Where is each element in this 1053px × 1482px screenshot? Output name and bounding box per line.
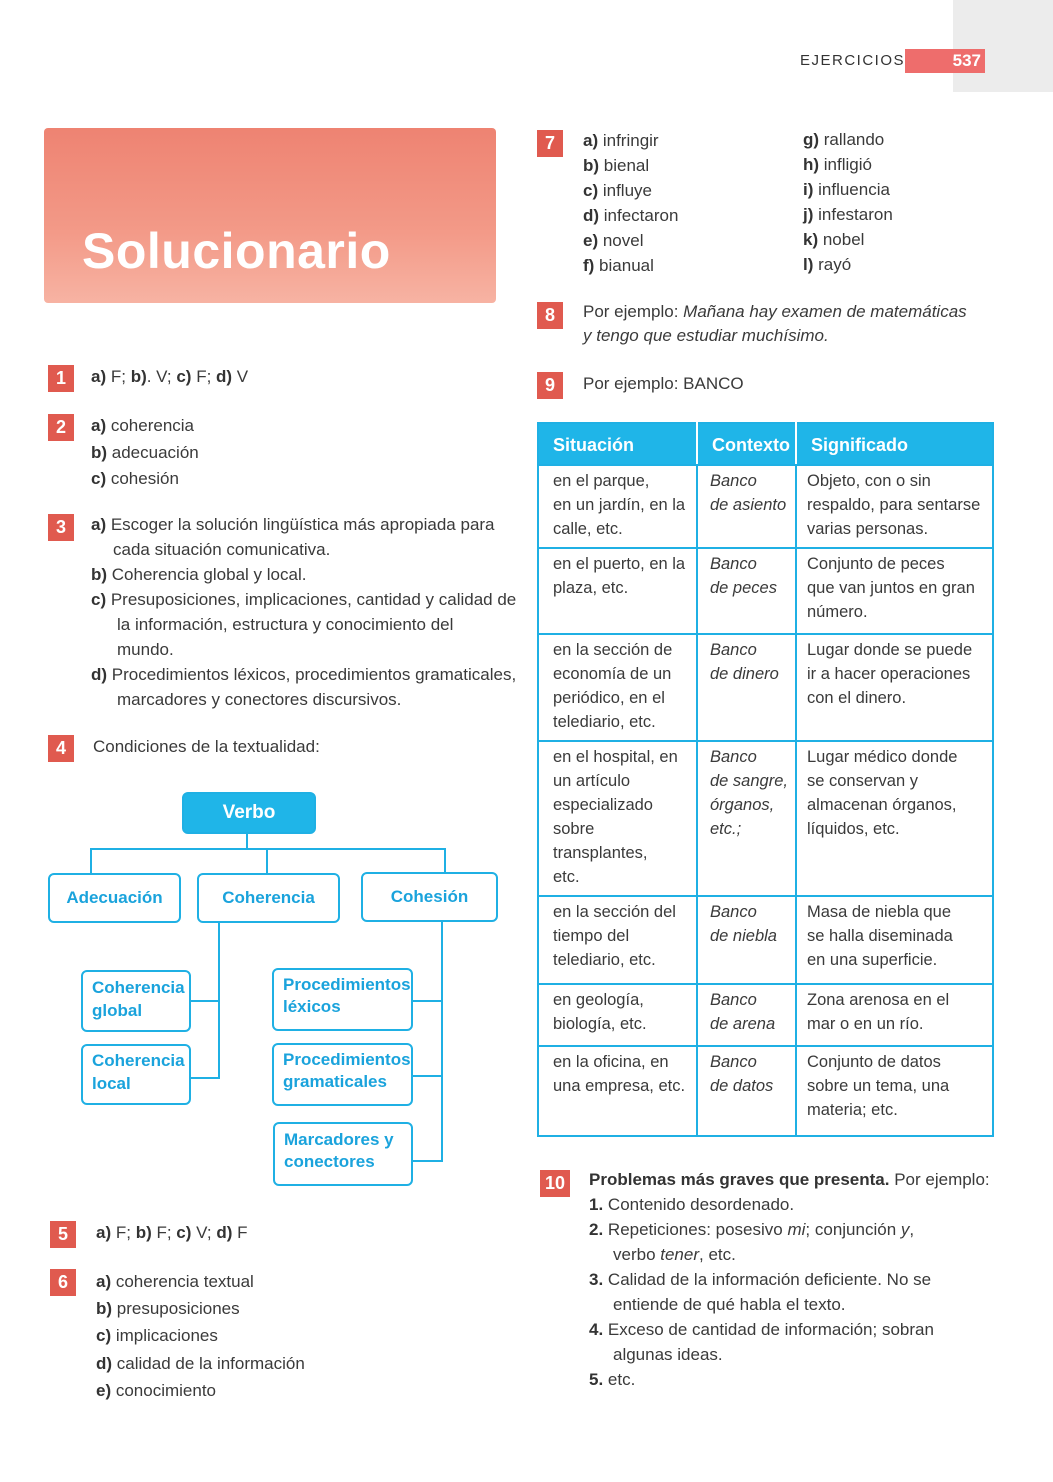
table-row <box>538 548 993 634</box>
exercise-number-7: 7 <box>537 130 563 157</box>
connector <box>412 1075 443 1077</box>
connector <box>190 1077 220 1079</box>
exercise-2-answers <box>91 413 199 493</box>
list-item: a) coherencia <box>91 416 195 435</box>
diagram-root-verbo: Verbo <box>182 792 316 834</box>
table-cell-sit: en el hospital, en un artículo especializado sobre transplantes, etc. <box>538 741 697 896</box>
diagram-node-adecuacion: Adecuación <box>48 873 181 923</box>
connector <box>190 1000 220 1002</box>
exercise-6-answers <box>96 1268 305 1404</box>
exercise-4-text: Condiciones de la textualidad: <box>93 737 320 756</box>
connector <box>90 848 92 874</box>
table-cell-ctx: Banco de sangre, órganos, etc.; <box>697 741 796 896</box>
table-cell-sig: Lugar médico donde se conservan y almacenan órganos, líquidos, etc. <box>796 741 993 896</box>
list-item: b) adecuación <box>91 442 199 462</box>
table-cell-sit: en la oficina, en una empresa, etc. <box>538 1046 697 1136</box>
table-header: Contexto <box>697 423 796 465</box>
exercise-9-text: Por ejemplo: BANCO <box>583 374 744 393</box>
list-item: c) implicaciones <box>96 1326 218 1346</box>
table-cell-ctx: Banco de niebla <box>697 896 796 984</box>
connector <box>444 848 446 874</box>
table-cell-sig: Zona arenosa en el mar o en un río. <box>796 984 993 1046</box>
table-cell-sig: Conjunto de datos sobre un tema, una materia; etc. <box>796 1046 993 1136</box>
exercise-number-8: 8 <box>537 302 563 329</box>
diagram-node-cohesion: Cohesión <box>361 872 498 922</box>
table-cell-sig: Objeto, con o sin respaldo, para sentarse varias personas. <box>796 465 993 548</box>
table-cell-sig: Lugar donde se puede ir a hacer operaciones con el dinero. <box>796 634 993 741</box>
exercise-number-4: 4 <box>48 735 74 762</box>
page-number: 537 <box>905 49 985 73</box>
table-header-row <box>538 423 993 465</box>
table-row <box>538 634 993 741</box>
table-cell-ctx: Banco de asiento <box>697 465 796 548</box>
table-row <box>538 465 993 548</box>
exercise-3-answers: a) Escoger la solución lingüística más apropiada para cada situación comunicativa. b) Coherencia global y local. c) Presuposiciones, implicaciones, cantidad y calidad de la información, estructura y conocimiento del mundo. d) Procedimientos léxicos, procedimientos gramaticales, marcadores y conectores discursivos. <box>91 515 517 709</box>
table-cell-ctx: Banco de dinero <box>697 634 796 741</box>
table-header: Significado <box>796 423 993 465</box>
exercise-number-6: 6 <box>50 1269 76 1296</box>
exercise-1-answers: a) F; b). V; c) F; d) V <box>91 367 249 386</box>
connector <box>412 1000 443 1002</box>
connector <box>266 848 268 874</box>
exercise-number-1: 1 <box>48 365 74 392</box>
table-cell-sit: en el puerto, en la plaza, etc. <box>538 548 697 634</box>
diagram-node-procedimientos-gramaticales: Procedimientos gramaticales <box>272 1043 413 1106</box>
table-row <box>538 1046 993 1136</box>
list-item: e) conocimiento <box>96 1380 217 1400</box>
connector <box>412 1160 443 1162</box>
exercise-number-9: 9 <box>537 372 563 399</box>
exercise-5-answers: a) F; b) F; c) V; d) F <box>96 1223 248 1242</box>
table-cell-sit: en el parque, en un jardín, en la calle, etc. <box>538 465 697 548</box>
exercise-10-text: Problemas más graves que presenta. Por ejemplo: 1. Contenido desordenado. 2. Repeticiones: posesivo mi; conjunción y, verbo tener, etc. 3. Calidad de la información deficiente. No se entiende de qué habla el texto. 4. Exceso de cantidad de información; sobran algunas ideas. 5. etc. <box>589 1170 990 1389</box>
table-cell-ctx: Banco de arena <box>697 984 796 1046</box>
list-item: a) coherencia textual <box>96 1272 254 1291</box>
table-cell-sig: Conjunto de peces que van juntos en gran número. <box>796 548 993 634</box>
table-row <box>538 741 993 896</box>
table-cell-sig: Masa de niebla que se halla diseminada en una superficie. <box>796 896 993 984</box>
exercise-number-2: 2 <box>48 414 74 441</box>
exercise-number-10: 10 <box>540 1170 570 1197</box>
exercise-8-text: Por ejemplo: Mañana hay examen de matemáticas y tengo que estudiar muchísimo. <box>583 302 967 345</box>
table-header: Situación <box>538 423 697 465</box>
list-item: b) presuposiciones <box>96 1299 240 1319</box>
running-header: EJERCICIOS <box>800 52 906 69</box>
table-cell-sit: en geología, biología, etc. <box>538 984 697 1046</box>
banco-meanings-table <box>537 422 994 1137</box>
connector <box>246 834 248 849</box>
diagram-node-coherencia-global: Coherencia global <box>81 970 191 1032</box>
table-row <box>538 984 993 1046</box>
diagram-node-coherencia-local: Coherencia local <box>81 1044 191 1105</box>
exercise-7-left-column: a) infringir b) bienal c) influye d) infectaron e) novel f) bianual <box>583 131 679 275</box>
diagram-node-procedimientos-lexicos: Procedimientos léxicos <box>272 968 413 1031</box>
connector <box>441 922 443 1162</box>
page-title: Solucionario <box>82 223 391 279</box>
table-cell-sit: en la sección del tiempo del telediario, etc. <box>538 896 697 984</box>
connector <box>90 848 446 850</box>
table-cell-ctx: Banco de peces <box>697 548 796 634</box>
exercise-7-right-column: g) rallando h) infligió i) influencia j) infestaron k) nobel l) rayó <box>803 130 893 274</box>
list-item: c) cohesión <box>91 469 179 488</box>
exercise-number-5: 5 <box>50 1221 76 1248</box>
list-item: d) calidad de la información <box>96 1353 305 1373</box>
exercise-number-3: 3 <box>48 514 74 541</box>
page-corner-shade <box>953 0 1053 92</box>
diagram-node-marcadores-conectores: Marcadores y conectores <box>273 1122 413 1186</box>
table-row <box>538 896 993 984</box>
table-cell-sit: en la sección de economía de un periódico, en el telediario, etc. <box>538 634 697 741</box>
diagram-node-coherencia: Coherencia <box>197 873 340 923</box>
table-cell-ctx: Banco de datos <box>697 1046 796 1136</box>
